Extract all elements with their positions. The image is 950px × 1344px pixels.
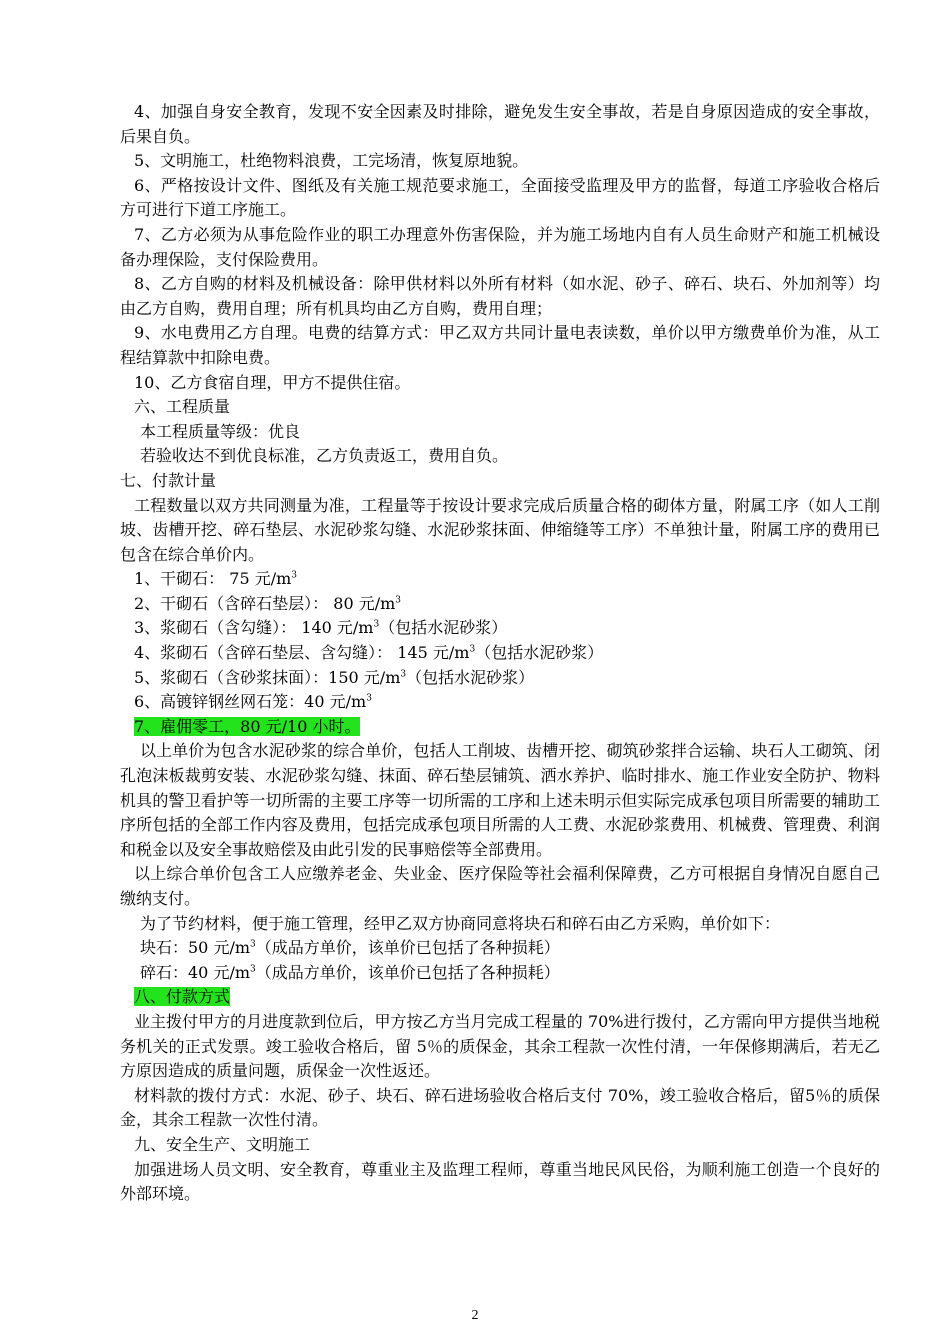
clause-7: 7、乙方必须为从事危险作业的职工办理意外伤害保险，并为施工场地内自有人员生命财产和施工机械设备办理保险，支付保险费用。 bbox=[120, 224, 880, 269]
price-item-6: 6、高镀锌钢丝网石笼：40 元$/m^3$ bbox=[134, 692, 372, 712]
stone-price-gravel: 碎石：40 元$/m^3$（成品方单价，该单价已包括了各种损耗） bbox=[140, 962, 560, 982]
clause-8: 8、乙方自购的材料及机械设备：除甲供材料以外所有材料（如水泥、砂子、碎石、块石、外加剂等）均由乙方自购，费用自理；所有机具均由乙方自购，费用自理； bbox=[120, 274, 880, 318]
price-item-3: 3、浆砌石（含勾缝）： 140 元$/m^3$（包括水泥砂浆） bbox=[134, 618, 508, 638]
clause-10: 10、乙方食宿自理，甲方不提供住宿。 bbox=[134, 372, 411, 392]
document-body bbox=[120, 100, 880, 1207]
page-number: 2 bbox=[471, 1308, 479, 1323]
payment-text: 业主拨付甲方的月进度款到位后，甲方按乙方当月完成工程量的 70%进行拨付，乙方需向甲方提供当地税务机关的正式发票。竣工验收合格后，留 5％的质保金，其余工程款一次性付清，一年保修期满后，若无乙方原因造成的质量问题，质保金一次性返还。 bbox=[120, 1011, 880, 1081]
safety-text: 加强进场人员文明、安全教育，尊重业主及监理工程师，尊重当地民风民俗，为顺利施工创造一个良好的外部环境。 bbox=[120, 1159, 880, 1204]
quality-grade: 本工程质量等级：优良 bbox=[140, 421, 301, 441]
section-8-heading: 八、付款方式 bbox=[134, 987, 231, 1007]
highlighted-text: 7、雇佣零工，80 元/10 小时。 bbox=[134, 716, 361, 736]
section-7-heading: 七、付款计量 bbox=[120, 470, 217, 490]
price-item-5: 5、浆砌石（含砂浆抹面）：150 元$/m^3$（包括水泥砂浆） bbox=[134, 667, 535, 687]
quality-rework: 若验收达不到优良标准，乙方负责返工，费用自负。 bbox=[140, 446, 509, 466]
welfare-note: 以上综合单价包含工人应缴养老金、失业金、医疗保险等社会福利保障费，乙方可根据自身情况自愿自己缴纳支付。 bbox=[120, 864, 880, 908]
price-item-2: 2、干砌石（含碎石垫层）： 80 元$/m^3$ bbox=[134, 593, 402, 613]
unit-price-list bbox=[120, 567, 880, 739]
measurement-text: 工程数量以双方共同测量为准，工程量等于按设计要求完成后质量合格的砌体方量，附属工序（如人工削坡、齿槽开挖、碎石垫层、水泥砂浆勾缝、水泥砂浆抹面、伸缩缝等工序）不单独计量，附属工序的费用已包含在综合单价内。 bbox=[120, 495, 880, 564]
price-item-7 bbox=[120, 715, 880, 740]
section-9-heading: 九、安全生产、文明施工 bbox=[134, 1134, 311, 1154]
stone-price-block: 块石：50 元$/m^3$（成品方单价，该单价已包括了各种损耗） bbox=[140, 938, 560, 958]
material-payment-text: 材料款的拨付方式：水泥、砂子、块石、碎石进场验收合格后支付 70%，竣工验收合格后，留5％的质保金，其余工程款一次性付清。 bbox=[120, 1085, 880, 1130]
clause-6: 6、严格按设计文件、图纸及有关施工规范要求施工，全面接受监理及甲方的监督，每道工序验收合格后方可进行下道工序施工。 bbox=[120, 175, 880, 220]
section-6-heading: 六、工程质量 bbox=[134, 397, 231, 417]
unit-price-description: 以上单价为包含水泥砂浆的综合单价，包括人工削坡、齿槽开挖、砌筑砂浆拌合运输、块石人工砌筑、闭孔泡沫板裁剪安装、水泥砂浆勾缝、抹面、碎石垫层铺筑、洒水养护、临时排水、施工作业安全防护、物料机具的警卫看护等一切所需的主要工序等一切所需的工序和上述未明示但实际完成承包项目所需要的辅助工序所包括的全部工作内容及费用，包括完成承包项目所需的人工费、水泥砂浆费用、机械费、管理费、利润和税金以及安全事故赔偿及由此引发的民事赔偿等全部费用。 bbox=[120, 741, 880, 859]
material-procurement: 为了节约材料，便于施工管理，经甲乙双方协商同意将块石和碎石由乙方采购，单价如下： bbox=[140, 913, 781, 933]
clause-9: 9、水电费用乙方自理。电费的结算方式：甲乙双方共同计量电表读数，单价以甲方缴费单价为准，从工程结算款中扣除电费。 bbox=[120, 323, 880, 367]
price-item-1: 1、干砌石： 75 元$/m^3$ bbox=[134, 569, 298, 589]
clause-5: 5、文明施工，杜绝物料浪费，工完场清，恢复原地貌。 bbox=[134, 151, 529, 171]
clause-4: 4、加强自身安全教育，发现不安全因素及时排除，避免发生安全事故，若是自身原因造成的安全事故，后果自负。 bbox=[120, 102, 880, 146]
price-item-4: 4、浆砌石（含碎石垫层、含勾缝）： 145 元$/m^3$（包括水泥砂浆） bbox=[134, 643, 604, 663]
